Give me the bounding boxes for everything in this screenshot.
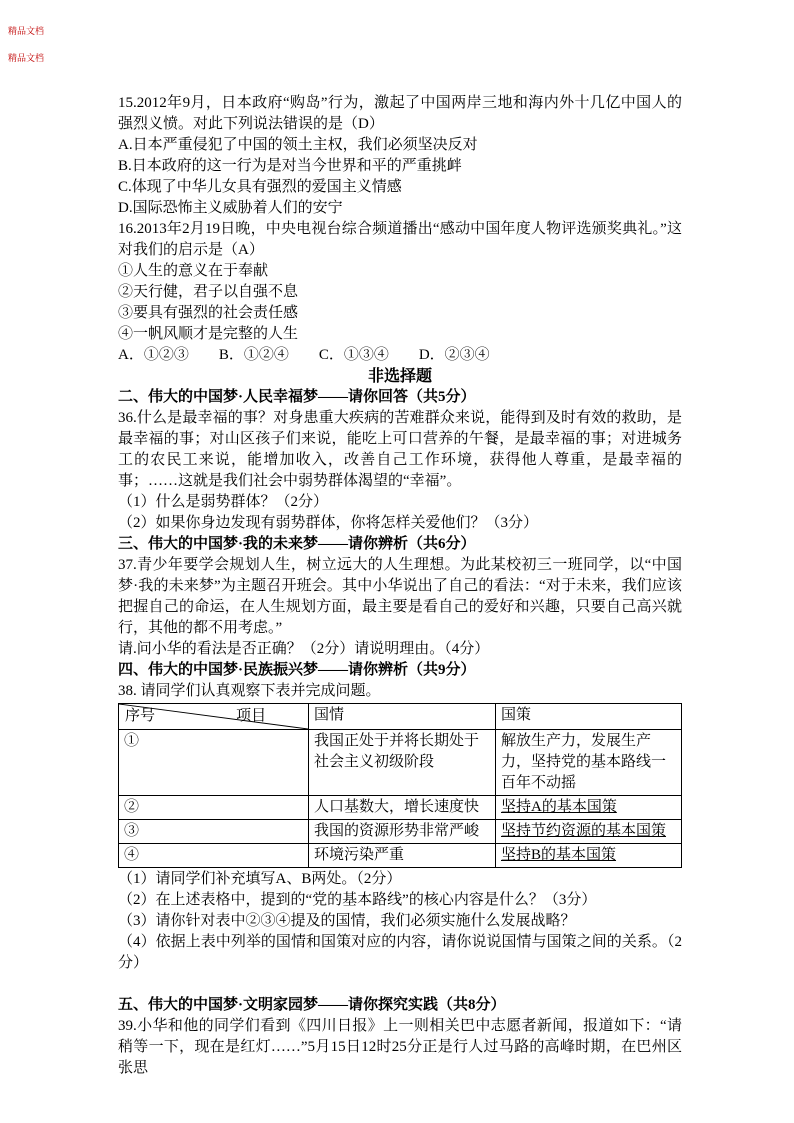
cell-number: ② — [119, 796, 309, 820]
q16-item-4: ④一帆风顺才是完整的人生 — [118, 326, 299, 342]
q15-option-a: A.日本严重侵犯了中国的领土主权，我们必须坚决反对 — [118, 137, 478, 153]
blank-line — [118, 974, 682, 995]
cell-guoqing: 我国的资源形势非常严峻 — [309, 820, 496, 844]
table-row — [119, 730, 682, 796]
q38-sub-4: （4）依据上表中列举的国情和国策对应的内容，请你说说国情与国策之间的关系。（2分） — [118, 934, 682, 971]
header-cell-guoqing: 国情 — [309, 704, 496, 730]
cell-number: ④ — [119, 844, 309, 868]
q16-item-3: ③要具有强烈的社会责任感 — [118, 305, 299, 321]
cell-guoce-underlined: 坚持B的基本国策 — [496, 844, 682, 868]
q38-sub-3: （3）请你针对表中②③④提及的国情，我们必须实施什么发展战略？ — [118, 913, 576, 929]
q37-text: 37.青少年要学会规划人生，树立远大的人生理想。为此某校初三一班同学，以“中国梦·我的未来梦”为主题召开班会。其中小华说出了自己的看法：“对于未来，我们应该把握自己的命运，在人生规划方面，最主要是看自己的爱好和兴趣，只要自己高兴就行，其他的都不用考虑。” — [118, 557, 682, 636]
q15-option-b: B.日本政府的这一行为是对当今世界和平的严重挑衅 — [118, 158, 462, 174]
q36-sub-1: （1）什么是弱势群体？（2分） — [118, 494, 329, 510]
table-row — [119, 844, 682, 868]
section5-heading: 五、伟大的中国梦·文明家园梦——请你探究实践（共8分） — [118, 997, 506, 1013]
cell-number: ① — [119, 730, 309, 796]
q16-item-2: ②天行健，君子以自强不息 — [118, 284, 299, 300]
cell-guoqing: 环境污染严重 — [309, 844, 496, 868]
header-cell-guoce: 国策 — [496, 704, 682, 730]
q15-stem: 15.2012年9月，日本政府“购岛”行为，激起了中国两岸三地和海内外十几亿中国人的强烈义愤。对此下列说法错误的是（D） — [118, 95, 682, 132]
q38-table — [118, 703, 682, 868]
cell-guoce: 解放生产力，发展生产力，坚持党的基本路线一百年不动摇 — [496, 730, 682, 796]
section-title-non-choice: 非选择题 — [367, 368, 432, 385]
section2-heading: 二、伟大的中国梦·人民幸福梦——请你回答（共5分） — [118, 389, 476, 405]
q39-text: 39.小华和他的同学们看到《四川日报》上一则相关巴中志愿者新闻，报道如下：“请稍等一下，现在是红灯……”5月15日12时25分正是行人过马路的高峰时期，在巴州区张思 — [118, 1018, 682, 1076]
cell-guoqing: 人口基数大，增长速度快 — [309, 796, 496, 820]
q16-answer-choices: A．①②③ B．①②④ C．①③④ D．②③④ — [118, 347, 490, 363]
q38-intro: 38. 请同学们认真观察下表并完成问题。 — [118, 683, 381, 699]
q37-ask: 请.问小华的看法是否正确？（2分）请说明理由。（4分） — [118, 641, 490, 657]
table-header-diagonal-cell — [119, 704, 309, 730]
cell-guoqing: 我国正处于并将长期处于社会主义初级阶段 — [309, 730, 496, 796]
cell-guoce-underlined: 坚持节约资源的基本国策 — [496, 820, 682, 844]
section4-heading: 四、伟大的中国梦·民族振兴梦——请你辨析（共9分） — [118, 662, 476, 678]
q15-option-d: D.国际恐怖主义威胁着人们的安宁 — [118, 200, 343, 216]
section3-heading: 三、伟大的中国梦·我的未来梦——请你辨析（共6分） — [118, 536, 476, 552]
q38-sub-2: （2）在上述表格中，提到的“党的基本路线”的核心内容是什么？（3分） — [118, 892, 597, 908]
cell-guoce-underlined: 坚持A的基本国策 — [496, 796, 682, 820]
header-label-item: 项目 — [236, 708, 267, 724]
q15-option-c: C.体现了中华儿女具有强烈的爱国主义情感 — [118, 179, 402, 195]
red-watermark-2: 精品文档 — [8, 53, 45, 63]
q16-item-1: ①人生的意义在于奉献 — [118, 263, 269, 279]
red-watermark-1: 精品文档 — [8, 26, 45, 36]
q36-sub-2: （2）如果你身边发现有弱势群体，你将怎样关爱他们？（3分） — [118, 515, 539, 531]
cell-number: ③ — [119, 820, 309, 844]
table-row — [119, 820, 682, 844]
q36-text: 36.什么是最幸福的事？对身患重大疾病的苦难群众来说，能得到及时有效的救助，是最幸福的事；对山区孩子们来说，能吃上可口营养的午餐，是最幸福的事；对进城务工的农民工来说，能增加收入，改善自己工作环境，获得他人尊重，是最幸福的事；……这就是我们社会中弱势群体渴望的“幸福”。 — [118, 410, 682, 489]
table-row — [119, 796, 682, 820]
header-label-number: 序号 — [125, 708, 156, 724]
q38-sub-1: （1）请同学们补充填写A、B两处。（2分） — [118, 871, 402, 887]
table-header-row — [119, 704, 682, 730]
document-body — [118, 93, 682, 1079]
q16-stem: 16.2013年2月19日晚，中央电视台综合频道播出“感动中国年度人物评选颁奖典礼。”这对我们的启示是（A） — [118, 221, 682, 258]
